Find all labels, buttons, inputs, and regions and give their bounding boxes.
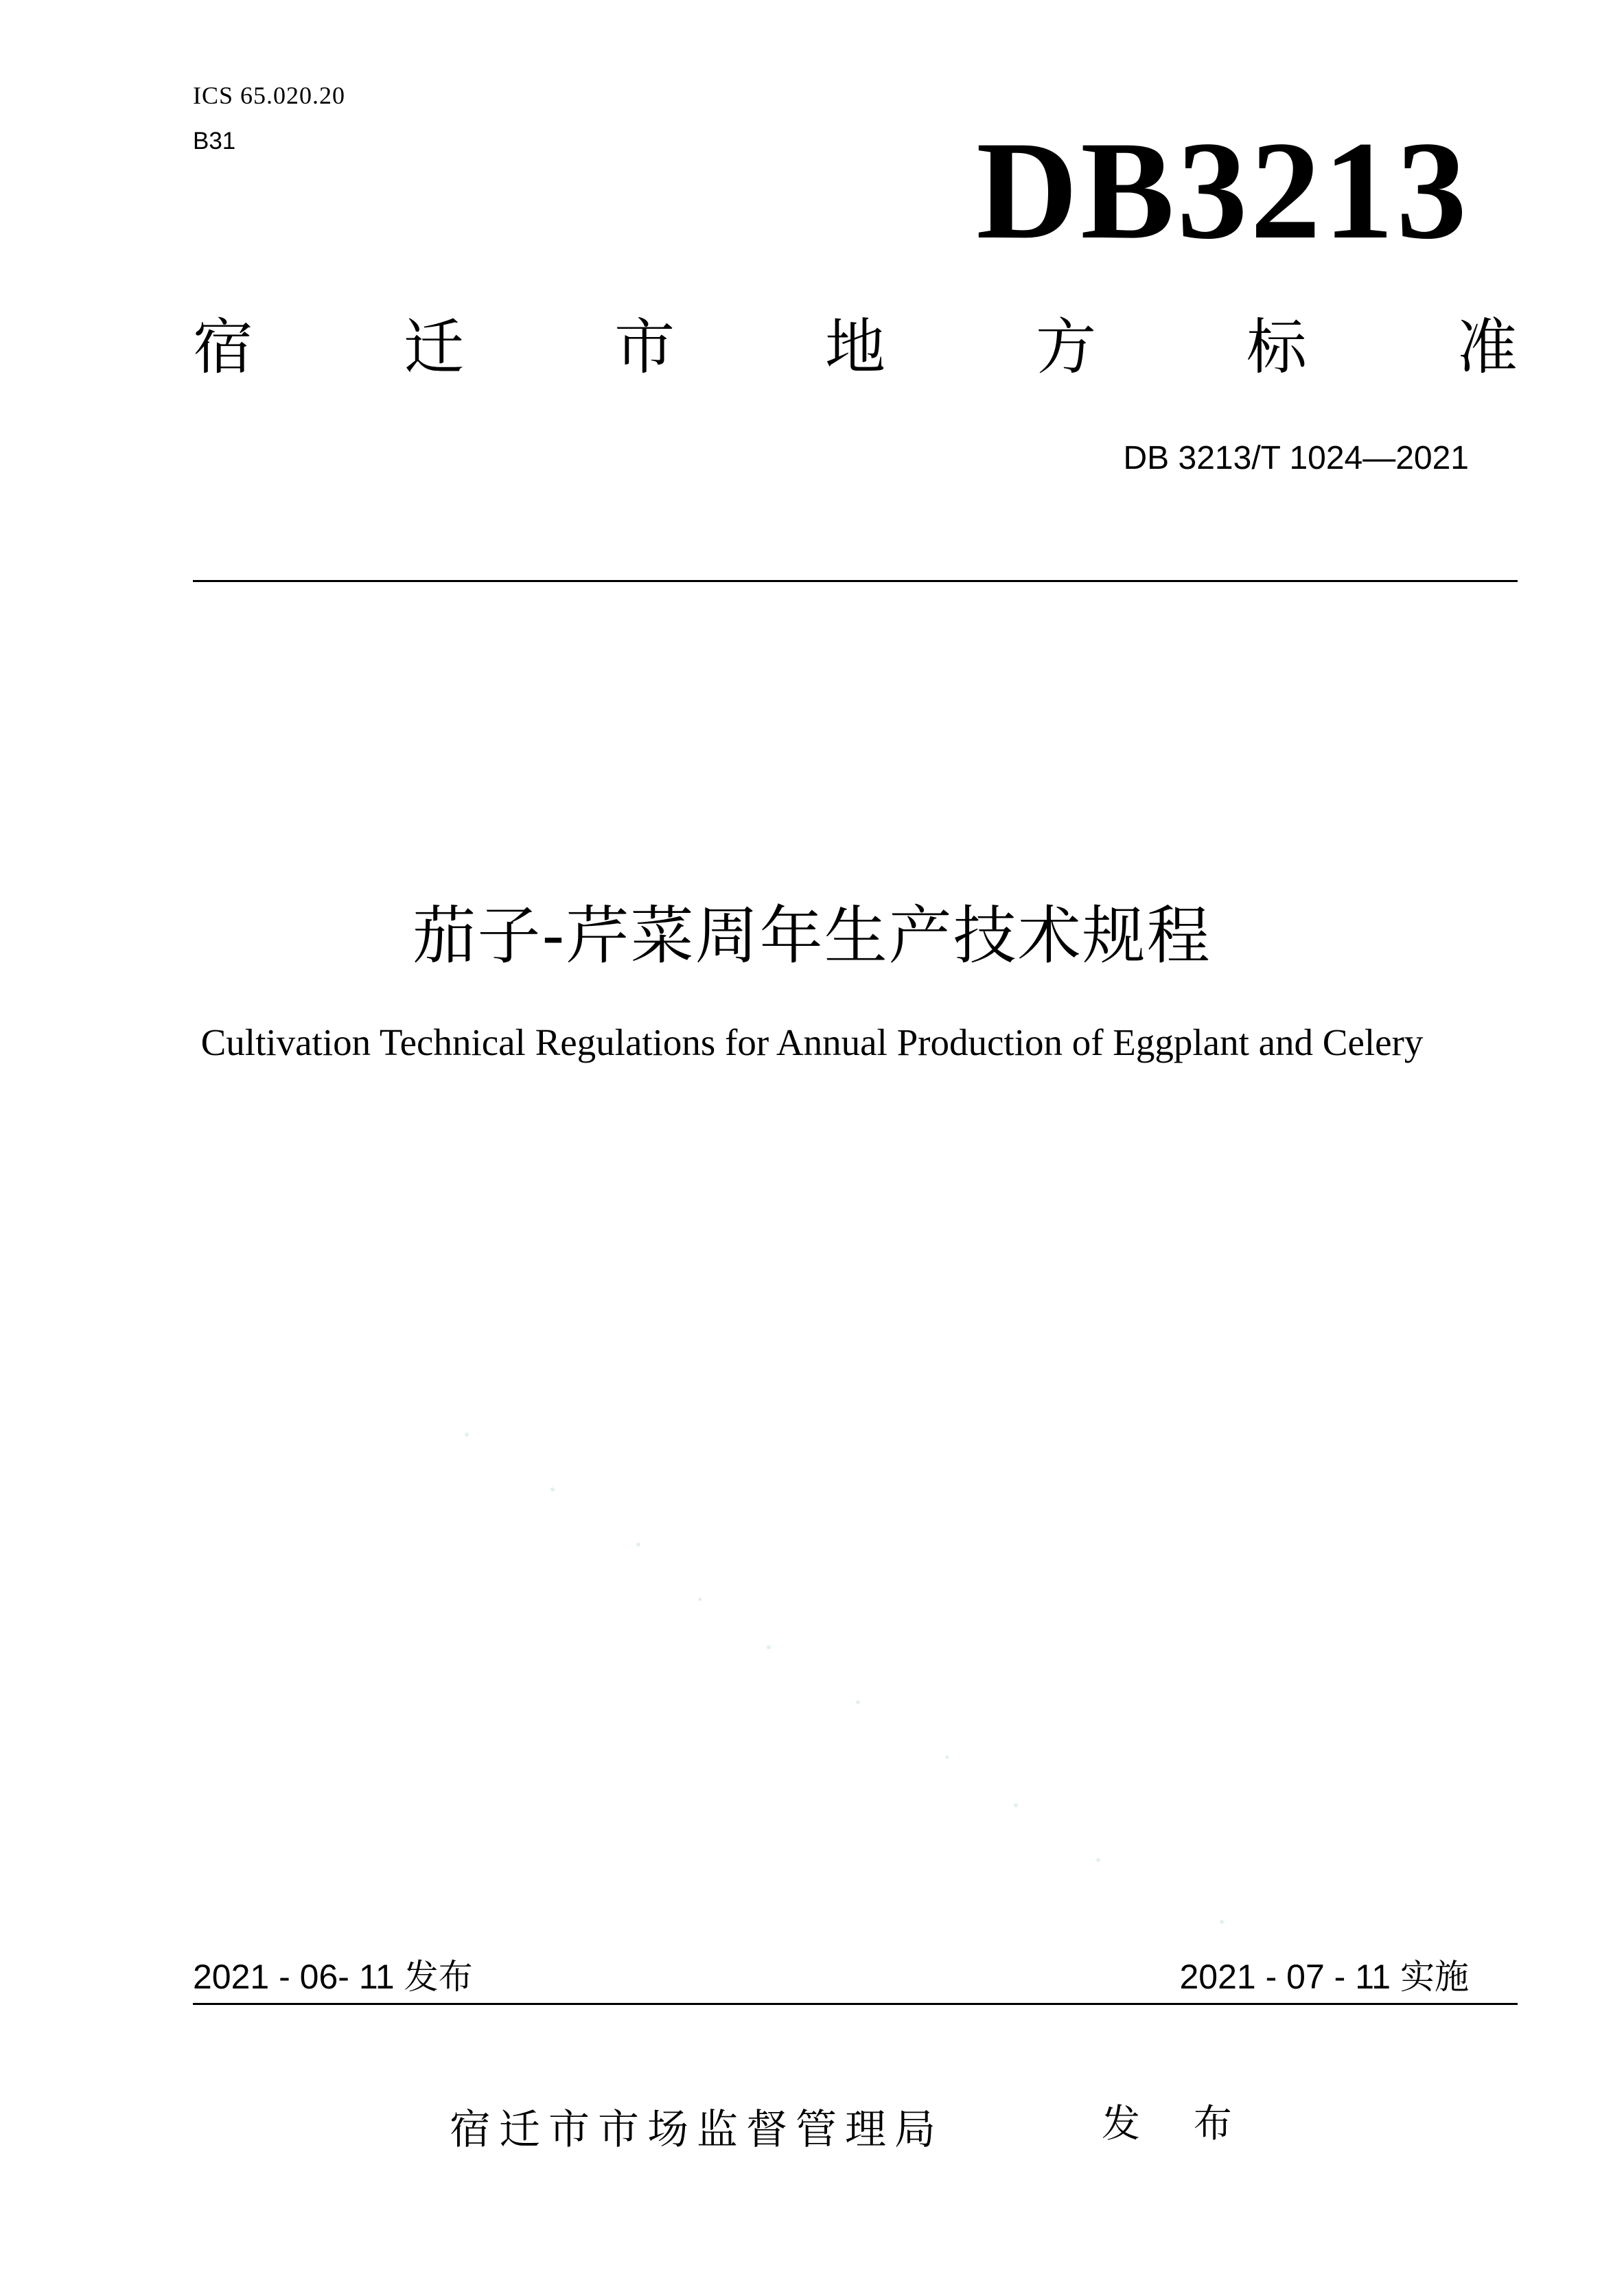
document-title-english: Cultivation Technical Regulations for Annual Production of Eggplant and Celery (200, 1021, 1424, 1063)
ccs-code: B31 (193, 128, 236, 154)
header-divider (193, 580, 1518, 582)
standard-category-title (193, 312, 1518, 382)
standard-category-char: 市 (614, 312, 675, 382)
standard-category-char: 宿 (193, 312, 254, 382)
standard-number: DB 3213/T 1024—2021 (1123, 440, 1469, 476)
footer-divider (193, 2003, 1518, 2005)
publisher-name: 宿迁市市场监督管理局 (450, 2106, 944, 2154)
ics-code: ICS 65.020.20 (193, 82, 346, 109)
standard-category-char: 地 (824, 312, 885, 382)
document-title-chinese: 茄子-芹菜周年生产技术规程 (413, 899, 1211, 973)
issue-date: 2021 - 06- 11 发布 (193, 1958, 473, 1996)
standard-category-char: 标 (1246, 312, 1307, 382)
implementation-date: 2021 - 07 - 11 实施 (1179, 1958, 1469, 1996)
faint-watermark-dots (412, 1338, 1304, 1956)
standard-category-char: 方 (1035, 312, 1096, 382)
standard-category-char: 迁 (403, 312, 464, 382)
db-code: DB3213 (976, 113, 1470, 268)
publish-label: 发 布 (1102, 2102, 1253, 2146)
standard-category-char: 准 (1457, 312, 1518, 382)
